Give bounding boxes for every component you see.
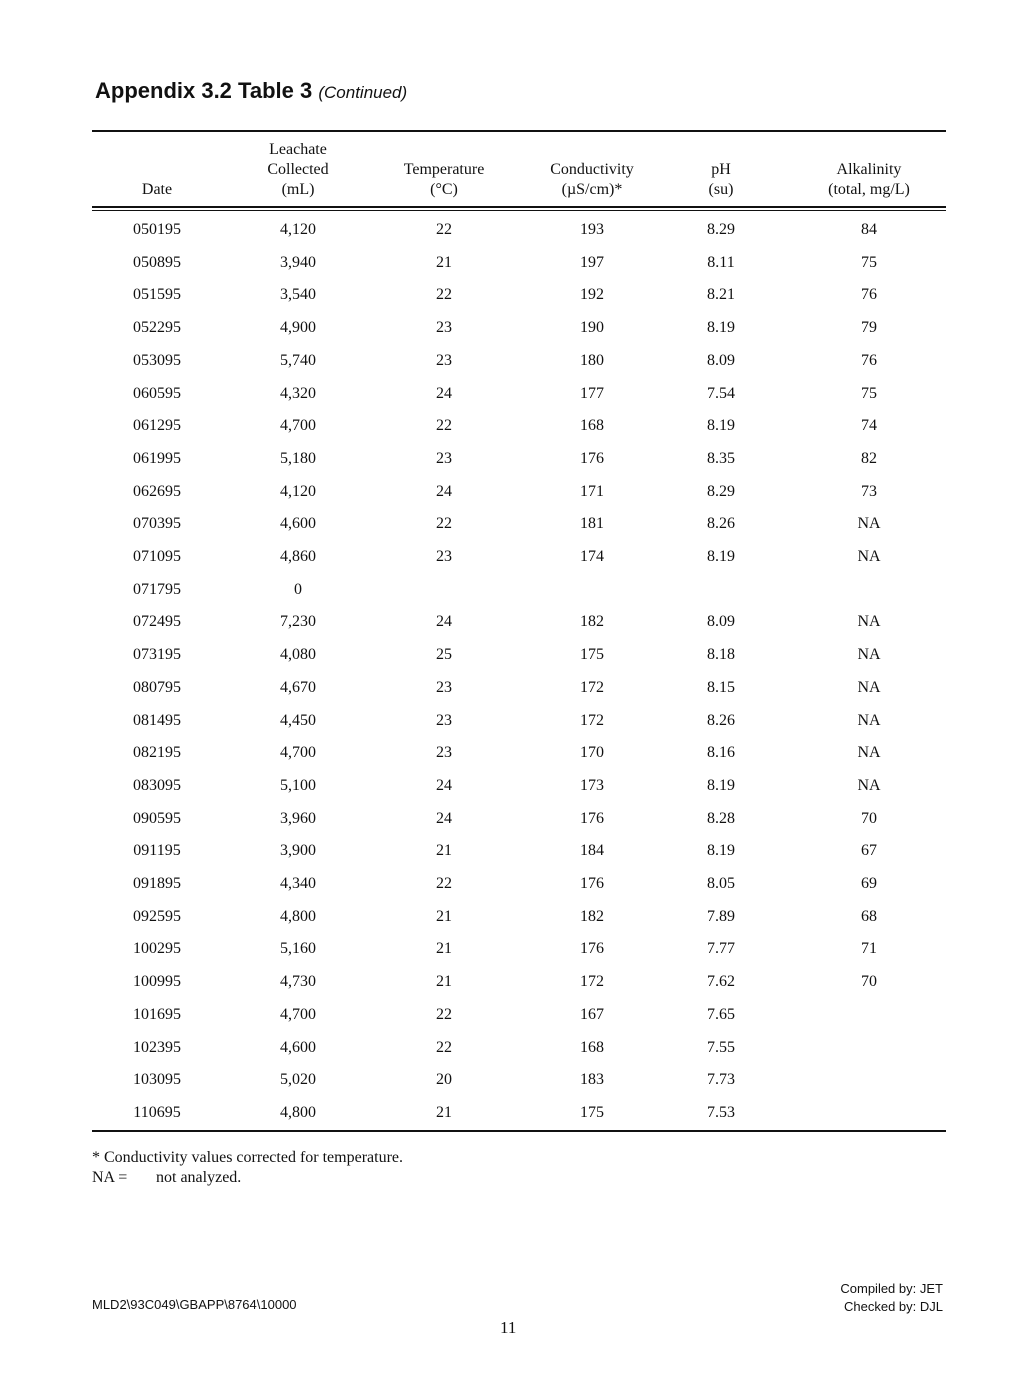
cell-alkalinity: 76 (861, 351, 877, 369)
cell-date: 103095 (133, 1071, 181, 1089)
cell-temperature: 21 (436, 842, 452, 860)
cell-date: 062695 (133, 482, 181, 500)
cell-leachate: 3,960 (280, 809, 316, 827)
cell-ph: 8.26 (707, 711, 735, 729)
cell-leachate: 4,450 (280, 711, 316, 729)
cell-date: 051595 (133, 286, 181, 304)
cell-temperature: 21 (436, 973, 452, 991)
column-header-temperature: Temperature (403, 161, 485, 178)
cell-temperature: 24 (436, 613, 452, 631)
cell-leachate: 4,600 (280, 515, 316, 533)
na-label: NA = (92, 1169, 128, 1186)
header-rule-2 (92, 210, 946, 211)
cell-date: 080795 (133, 678, 181, 696)
table-row (92, 970, 946, 994)
cell-date: 100995 (133, 973, 181, 991)
cell-conductivity: 168 (580, 417, 604, 435)
cell-ph: 7.77 (707, 940, 735, 958)
cell-conductivity: 175 (580, 646, 604, 664)
column-header-ph: (su) (708, 181, 734, 198)
cell-ph: 7.62 (707, 973, 735, 991)
cell-ph: 8.15 (707, 678, 735, 696)
checked-by-line (840, 1298, 943, 1316)
cell-date: 081495 (133, 711, 181, 729)
table-row (92, 578, 946, 602)
cell-date: 091195 (133, 842, 181, 860)
cell-alkalinity: NA (857, 678, 881, 696)
cell-leachate: 4,730 (280, 973, 316, 991)
cell-conductivity: 175 (580, 1103, 604, 1121)
cell-temperature: 21 (436, 907, 452, 925)
table-row (92, 643, 946, 667)
table-row (92, 251, 946, 275)
cell-alkalinity: NA (857, 548, 881, 565)
cell-alkalinity: NA (857, 646, 881, 664)
cell-ph: 8.19 (707, 842, 735, 860)
cell-date: 090595 (133, 809, 181, 827)
cell-ph: 8.26 (707, 515, 735, 533)
column-header-conductivity: (µS/cm)* (561, 181, 623, 198)
table-row (92, 610, 946, 634)
cell-leachate: 4,800 (280, 1103, 316, 1121)
column-header-conductivity: Conductivity (550, 161, 634, 178)
cell-alkalinity: NA (857, 515, 881, 533)
table-row (92, 512, 946, 536)
cell-ph: 8.16 (707, 744, 735, 762)
cell-ph: 8.19 (707, 548, 735, 565)
column-header-leachate: Collected (267, 161, 329, 178)
cell-leachate: 3,900 (280, 842, 316, 860)
header-rule-1 (92, 206, 946, 208)
cell-ph: 7.89 (707, 907, 735, 925)
cell-alkalinity: 71 (861, 940, 877, 958)
cell-ph: 8.18 (707, 646, 735, 664)
cell-temperature: 21 (436, 940, 452, 958)
na-note (92, 1168, 403, 1188)
cell-alkalinity: 84 (861, 221, 877, 238)
cell-ph: 7.55 (707, 1038, 735, 1056)
cell-temperature: 22 (436, 1005, 452, 1023)
cell-conductivity: 172 (580, 711, 604, 729)
cell-date: 092595 (133, 907, 181, 925)
cell-conductivity: 183 (580, 1071, 604, 1089)
compiled-by-line (840, 1280, 943, 1298)
cell-temperature: 22 (436, 1038, 452, 1056)
title-main: Appendix 3.2 Table 3 (95, 78, 313, 103)
cell-conductivity: 192 (580, 286, 604, 304)
cell-temperature: 23 (436, 678, 452, 696)
cell-leachate: 4,600 (280, 1038, 316, 1056)
table-row (92, 839, 946, 863)
cell-conductivity: 172 (580, 973, 604, 991)
table-row (92, 545, 946, 569)
cell-date: 061995 (133, 449, 181, 467)
cell-date: 053095 (133, 351, 181, 369)
cell-temperature: 23 (436, 744, 452, 762)
cell-date: 083095 (133, 776, 181, 794)
cell-alkalinity: 68 (861, 907, 877, 925)
cell-temperature: 23 (436, 319, 452, 337)
table-row (92, 218, 946, 242)
cell-conductivity: 174 (580, 548, 604, 565)
column-header-leachate: Leachate (269, 141, 327, 158)
table-row (92, 480, 946, 504)
table-row (92, 1068, 946, 1092)
cell-temperature: 23 (436, 449, 452, 467)
cell-conductivity: 182 (580, 613, 604, 631)
cell-leachate: 4,120 (280, 221, 316, 238)
checked-by: DJL (919, 1299, 943, 1314)
na-text: not analyzed. (156, 1169, 242, 1186)
cell-leachate: 5,100 (280, 776, 316, 794)
cell-date: 091895 (133, 875, 181, 892)
table-row (92, 774, 946, 798)
cell-date: 061295 (133, 417, 181, 435)
cell-conductivity: 172 (580, 678, 604, 696)
title-sub: (Continued) (318, 83, 408, 102)
cell-ph: 8.11 (707, 253, 735, 271)
cell-leachate: 4,700 (280, 417, 316, 435)
table-row (92, 316, 946, 340)
cell-date: 050195 (133, 221, 181, 238)
table-row (92, 283, 946, 307)
table-row (92, 349, 946, 373)
cell-date: 101695 (133, 1005, 181, 1023)
cell-temperature: 24 (436, 482, 452, 500)
cell-alkalinity: NA (857, 776, 881, 794)
conductivity-note: * Conductivity values corrected for temperature. (92, 1149, 403, 1166)
cell-leachate: 4,120 (280, 482, 316, 500)
table-row (92, 872, 946, 896)
page-number: 11 (500, 1318, 517, 1337)
cell-temperature: 25 (436, 646, 452, 664)
column-header-ph: pH (711, 161, 731, 178)
cell-temperature: 24 (436, 384, 452, 402)
cell-temperature: 24 (436, 776, 452, 794)
cell-temperature: 23 (436, 711, 452, 729)
cell-temperature: 23 (436, 548, 452, 565)
cell-date: 050895 (133, 253, 181, 271)
cell-date: 070395 (133, 515, 181, 533)
cell-ph: 8.29 (707, 482, 735, 500)
column-header-date: Date (141, 181, 173, 198)
table-row (92, 1003, 946, 1027)
cell-temperature: 21 (436, 253, 452, 271)
table-notes (92, 1148, 403, 1188)
cell-alkalinity: 70 (861, 809, 877, 827)
compiled-by: JET (919, 1281, 943, 1296)
column-header-alkalinity: Alkalinity (836, 161, 902, 178)
cell-alkalinity: 79 (861, 319, 877, 337)
cell-leachate: 4,700 (280, 744, 316, 762)
table-row (92, 1101, 946, 1125)
cell-conductivity: 170 (580, 744, 604, 762)
cell-leachate: 5,020 (280, 1071, 316, 1089)
file-path: MLD2\93C049\GBAPP\8764\10000 (92, 1297, 297, 1312)
cell-leachate: 4,800 (280, 907, 316, 925)
cell-leachate: 5,180 (280, 449, 316, 467)
cell-temperature: 24 (436, 809, 452, 827)
cell-leachate: 4,860 (280, 548, 316, 565)
cell-conductivity: 197 (580, 253, 604, 271)
cell-leachate: 3,540 (280, 286, 316, 304)
cell-date: 100295 (133, 940, 181, 958)
cell-temperature: 22 (436, 875, 452, 892)
cell-conductivity: 190 (580, 319, 604, 337)
cell-ph: 7.54 (707, 384, 735, 402)
column-header-leachate: (mL) (281, 181, 315, 198)
cell-leachate: 4,080 (280, 646, 316, 664)
cell-leachate: 4,320 (280, 384, 316, 402)
table-row (92, 382, 946, 406)
cell-conductivity: 173 (580, 776, 604, 794)
cell-date: 073195 (133, 646, 181, 664)
cell-leachate: 4,670 (280, 678, 316, 696)
cell-date: 102395 (133, 1038, 181, 1056)
cell-ph: 8.19 (707, 417, 735, 435)
table-row (92, 937, 946, 961)
cell-leachate: 4,900 (280, 319, 316, 337)
cell-date: 071795 (133, 580, 181, 598)
cell-leachate: 5,740 (280, 351, 316, 369)
table-row (92, 709, 946, 733)
cell-ph: 8.09 (707, 351, 735, 369)
table-row (92, 807, 946, 831)
cell-ph: 8.19 (707, 319, 735, 337)
cell-ph: 7.73 (707, 1071, 735, 1089)
cell-ph: 7.53 (707, 1103, 735, 1121)
column-header-temperature: (°C) (430, 181, 458, 198)
cell-date: 110695 (133, 1103, 181, 1121)
cell-conductivity: 176 (580, 875, 604, 892)
cell-ph: 8.09 (707, 613, 735, 631)
column-header-alkalinity: (total, mg/L) (828, 181, 910, 198)
cell-date: 060595 (133, 384, 181, 402)
cell-alkalinity: 82 (861, 449, 877, 467)
cell-leachate: 4,700 (280, 1005, 316, 1023)
table-row (92, 447, 946, 471)
bottom-rule (92, 1130, 946, 1132)
cell-date: 071095 (133, 548, 181, 565)
top-rule (92, 130, 946, 132)
cell-conductivity: 182 (580, 907, 604, 925)
cell-temperature: 22 (436, 221, 452, 238)
cell-alkalinity: 69 (861, 875, 877, 892)
cell-conductivity: 180 (580, 351, 604, 369)
checked-label: Checked by: (843, 1299, 917, 1314)
table-row (92, 741, 946, 765)
cell-date: 082195 (133, 744, 181, 762)
cell-conductivity: 176 (580, 809, 604, 827)
cell-temperature: 22 (436, 417, 452, 435)
cell-alkalinity: NA (857, 613, 881, 631)
cell-conductivity: 168 (580, 1038, 604, 1056)
cell-leachate: 5,160 (280, 940, 316, 958)
cell-alkalinity: NA (857, 711, 881, 729)
cell-date: 052295 (133, 319, 181, 337)
cell-leachate: 3,940 (280, 253, 316, 271)
table-row (92, 1036, 946, 1060)
cell-conductivity: 177 (580, 384, 604, 402)
cell-conductivity: 176 (580, 940, 604, 958)
cell-alkalinity: 75 (861, 253, 877, 271)
cell-conductivity: 171 (580, 482, 604, 500)
cell-alkalinity: 70 (861, 973, 877, 991)
cell-ph: 8.35 (707, 449, 735, 467)
cell-temperature: 23 (436, 351, 452, 369)
table-row (92, 905, 946, 929)
cell-ph: 8.21 (707, 286, 735, 304)
cell-ph: 8.05 (707, 875, 735, 892)
cell-date: 072495 (133, 613, 181, 631)
cell-alkalinity: 74 (861, 417, 877, 435)
cell-conductivity: 193 (580, 221, 604, 238)
cell-conductivity: 184 (580, 842, 604, 860)
cell-leachate: 7,230 (280, 613, 316, 631)
cell-alkalinity: 76 (861, 286, 877, 304)
cell-conductivity: 167 (580, 1005, 604, 1023)
cell-ph: 7.65 (707, 1005, 735, 1023)
cell-alkalinity: NA (857, 744, 881, 762)
cell-temperature: 22 (436, 515, 452, 533)
table-row (92, 414, 946, 438)
cell-conductivity: 181 (580, 515, 604, 533)
table-row (92, 676, 946, 700)
cell-temperature: 21 (436, 1103, 452, 1121)
page-title (95, 78, 407, 104)
cell-ph: 8.29 (707, 221, 735, 238)
sign-off (840, 1280, 943, 1316)
cell-ph: 8.28 (707, 809, 735, 827)
cell-temperature: 20 (436, 1071, 452, 1089)
cell-alkalinity: 73 (861, 482, 877, 500)
cell-alkalinity: 75 (861, 384, 877, 402)
cell-temperature: 22 (436, 286, 452, 304)
cell-leachate: 4,340 (280, 875, 316, 892)
cell-leachate: 0 (294, 580, 302, 598)
cell-conductivity: 176 (580, 449, 604, 467)
compiled-label: Compiled by: (840, 1281, 917, 1296)
cell-alkalinity: 67 (861, 842, 877, 860)
cell-ph: 8.19 (707, 776, 735, 794)
